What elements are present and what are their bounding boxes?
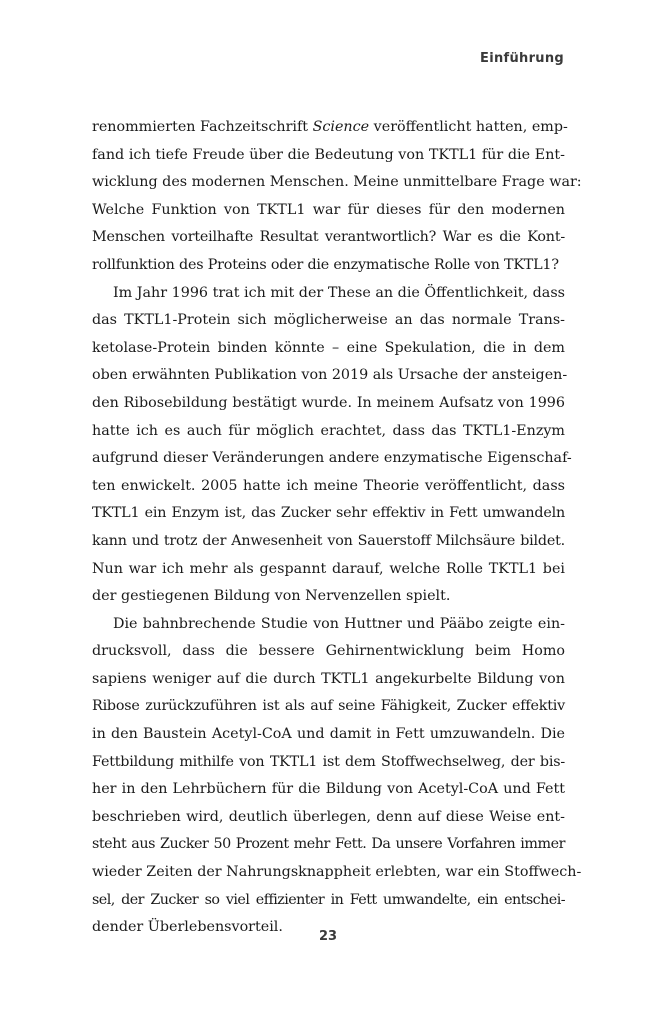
text-line xyxy=(92,500,565,528)
text-run: sel, der Zucker so viel effizienter in Fett umwandelte, ein entschei- xyxy=(92,891,565,908)
page-number: 23 xyxy=(318,929,338,944)
text-run: fand ich tiefe Freude über die Bedeutung von TKTL1 für die Ent- xyxy=(92,146,565,163)
text-line xyxy=(92,390,565,418)
text-run: Fettbildung mithilfe von TKTL1 ist dem Stoffwechselweg, der bis- xyxy=(92,753,565,770)
paragraph xyxy=(92,114,582,280)
text-line xyxy=(92,473,565,501)
text-run: beschrieben wird, deutlich überlegen, denn auf diese Weise ent- xyxy=(92,808,565,825)
paragraph xyxy=(92,611,582,942)
text-line xyxy=(92,859,582,887)
text-run: in den Baustein Acetyl-CoA und damit in Fett umzuwandeln. Die xyxy=(92,726,565,743)
text-run: das TKTL1-Protein sich möglicherweise an das normale Trans- xyxy=(92,312,565,329)
text-run: her in den Lehrbüchern für die Bildung von Acetyl-CoA und Fett xyxy=(92,781,565,798)
text-line xyxy=(92,638,565,666)
text-line xyxy=(92,335,565,363)
text-line xyxy=(92,804,565,832)
text-line xyxy=(92,307,565,335)
text-line xyxy=(92,224,565,252)
text-run: oben erwähnten Publikation von 2019 als Ursache der ansteigen- xyxy=(92,367,568,384)
text-line xyxy=(92,776,565,804)
text-run: den Ribosebildung bestätigt wurde. In meinem Aufsatz von 1996 xyxy=(92,394,565,411)
text-run: ten enwickelt. 2005 hatte ich meine Theorie veröffentlicht, dass xyxy=(92,477,565,494)
text-run: aufgrund dieser Veränderungen andere enzymatische Eigenschaf- xyxy=(92,450,572,467)
text-line xyxy=(92,362,568,390)
text-line xyxy=(92,887,565,915)
text-line xyxy=(92,280,565,308)
text-run: veröffentlicht hatten, emp- xyxy=(369,119,568,135)
text-run: steht aus Zucker 50 Prozent mehr Fett. Da unsere Vorfahren immer xyxy=(92,836,565,853)
text-line xyxy=(92,693,565,721)
text-run: ketolase-Protein binden könnte – eine Spekulation, die in dem xyxy=(92,339,565,356)
text-run: kann und trotz der Anwesenheit von Sauerstoff Milchsäure bildet. xyxy=(92,532,565,549)
text-run: drucksvoll, dass die bessere Gehirnentwicklung beim Homo xyxy=(92,643,565,660)
text-line xyxy=(92,611,565,639)
text-line xyxy=(92,831,565,859)
text-line xyxy=(92,418,565,446)
paragraph xyxy=(92,280,572,611)
text-run: wicklung des modernen Menschen. Meine unmittelbare Frage war: xyxy=(92,174,582,191)
text-line xyxy=(92,169,582,197)
running-head: Einführung xyxy=(480,51,564,66)
text-run: Menschen vorteilhafte Resultat verantwortlich? War es die Kont- xyxy=(92,229,565,246)
text-line xyxy=(92,721,565,749)
text-line xyxy=(92,528,565,556)
text-run: hatte ich es auch für möglich erachtet, dass das TKTL1-Enzym xyxy=(92,422,565,439)
text-line xyxy=(92,749,565,777)
text-line xyxy=(92,252,565,280)
text-run: der gestiegenen Bildung von Nervenzellen spielt. xyxy=(92,588,451,605)
body-text xyxy=(92,114,582,942)
text-line xyxy=(92,666,565,694)
text-run: Im Jahr 1996 trat ich mit der These an die Öffentlichkeit, dass xyxy=(113,284,565,301)
text-run: Welche Funktion von TKTL1 war für dieses für den modernen xyxy=(92,201,565,218)
text-run: wieder Zeiten der Nahrungsknappheit erlebten, war ein Stoffwech- xyxy=(92,864,582,881)
text-run: Ribose zurückzuführen ist als auf seine Fähigkeit, Zucker effektiv xyxy=(92,698,565,715)
text-line xyxy=(92,583,565,611)
text-line xyxy=(92,556,565,584)
text-run: Die bahnbrechende Studie von Huttner und Pääbo zeigte ein- xyxy=(113,615,565,632)
text-run: Nun war ich mehr als gespannt darauf, welche Rolle TKTL1 bei xyxy=(92,560,565,577)
text-run: rollfunktion des Proteins oder die enzymatische Rolle von TKTL1? xyxy=(92,256,559,273)
text-run: sapiens weniger auf die durch TKTL1 angekurbelte Bildung von xyxy=(92,670,565,687)
text-run: renommierten Fachzeitschrift xyxy=(92,119,313,135)
text-line xyxy=(92,445,572,473)
italic-text: Science xyxy=(312,119,370,135)
text-line xyxy=(92,197,565,225)
text-line xyxy=(92,114,568,142)
text-run: TKTL1 ein Enzym ist, das Zucker sehr effektiv in Fett umwandeln xyxy=(92,505,565,522)
text-run: dender Überlebensvorteil. xyxy=(92,919,283,936)
text-line xyxy=(92,142,565,170)
